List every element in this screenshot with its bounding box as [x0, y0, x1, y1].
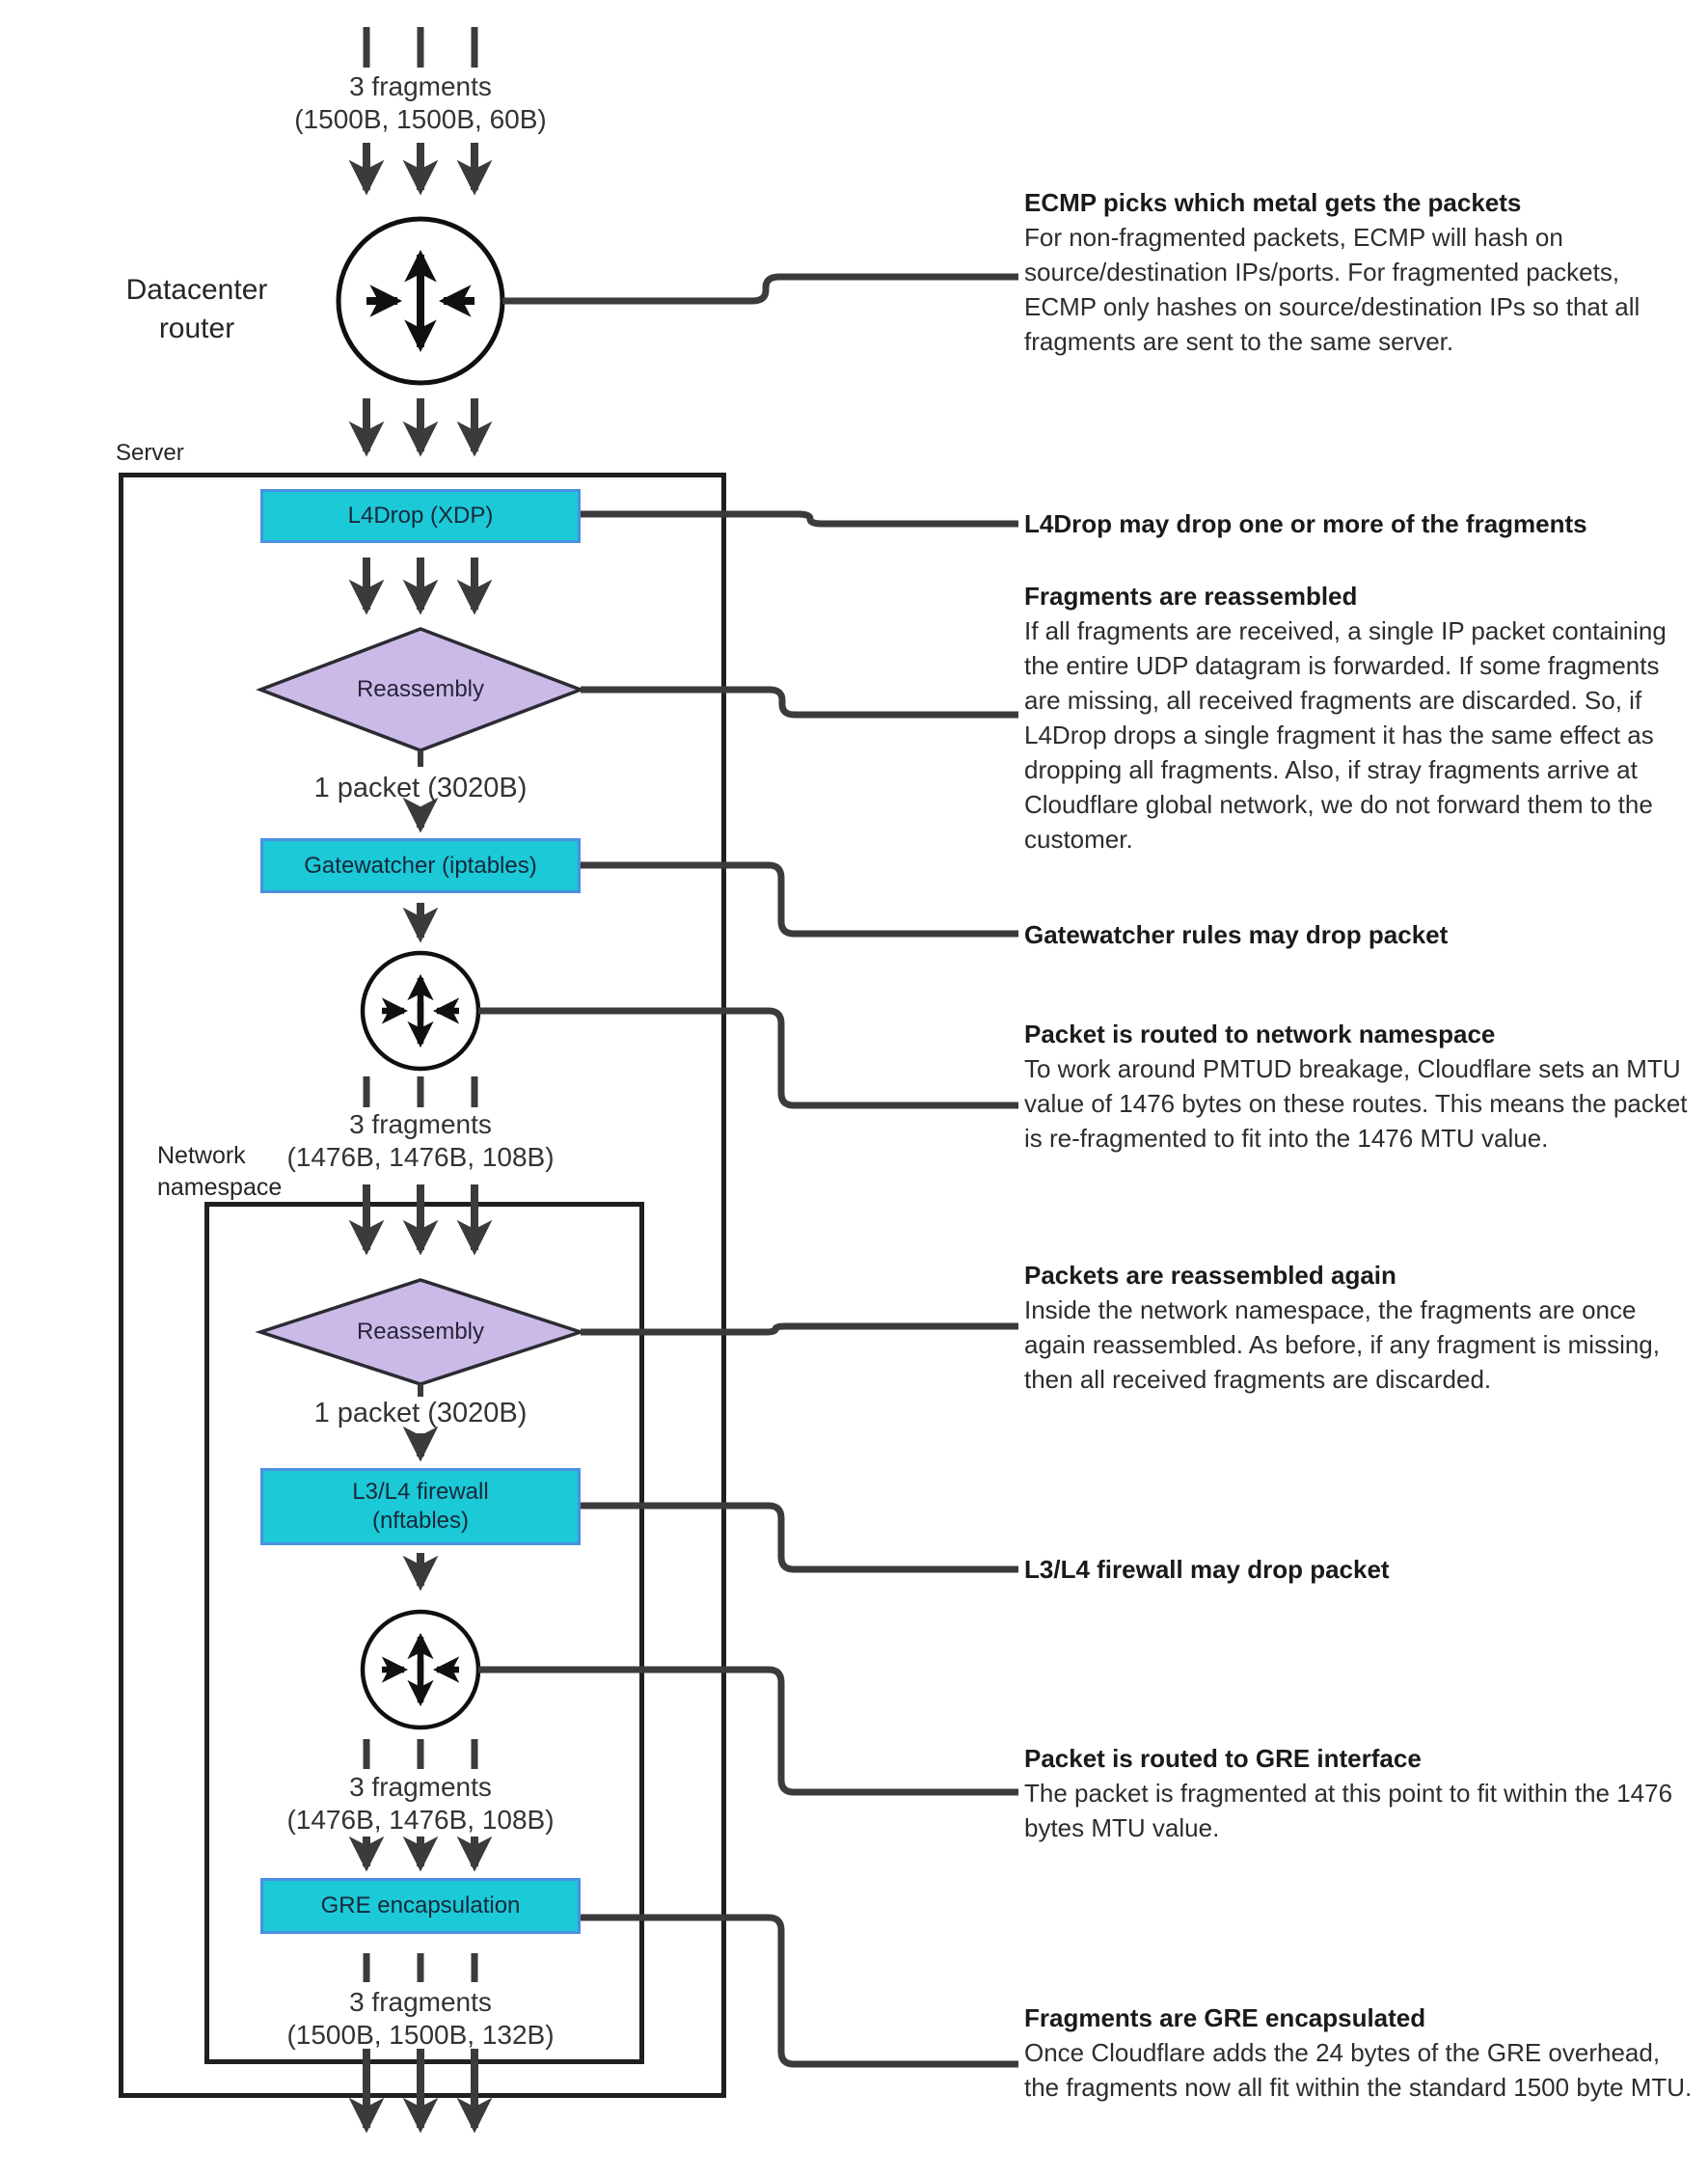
pre-gre-fragments-sizes: (1476B, 1476B, 108B) — [286, 1805, 555, 1835]
connector-reassembly1 — [581, 690, 1018, 715]
arrows-into-gre — [366, 1837, 474, 1866]
annotation-title: Packet is routed to GRE interface — [1024, 1744, 1422, 1773]
connector-l3l4 — [581, 1506, 1018, 1569]
annotation-l3l4 — [1024, 1552, 1694, 1587]
top-fragments-sizes: (1500B, 1500B, 60B) — [294, 104, 547, 134]
route-to-gre-router-icon — [363, 1612, 478, 1728]
arrows-out-of-server — [366, 2049, 474, 2128]
annotation-reassembled — [1024, 579, 1694, 857]
annotation-title: L4Drop may drop one or more of the fragments — [1024, 509, 1587, 538]
annotation-body: For non-fragmented packets, ECMP will hash on source/destination IPs/ports. For fragmented packets, ECMP only hashes on source/destination IPs so that all fragments are sent to the same server. — [1024, 223, 1640, 356]
pre-gre-fragments-label — [247, 1771, 594, 1837]
annotation-title: L3/L4 firewall may drop packet — [1024, 1555, 1390, 1584]
top-fragments-count: 3 fragments — [349, 71, 492, 101]
connector-gatewatcher — [581, 865, 1018, 934]
annotation-l4drop — [1024, 506, 1694, 541]
packet2-label: 1 packet (3020B) — [313, 1398, 528, 1429]
arrows-into-server — [366, 398, 474, 451]
annotation-body: To work around PMTUD breakage, Cloudflare sets an MTU value of 1476 bytes on these routes. This means the packet is re-fragmented to fit into the 1476 MTU value. — [1024, 1054, 1688, 1153]
packet1-label: 1 packet (3020B) — [313, 773, 528, 803]
gre-label: GRE encapsulation — [320, 1892, 521, 1918]
route-to-namespace-router-icon — [363, 953, 478, 1069]
mid-fragments-sizes: (1476B, 1476B, 108B) — [286, 1142, 555, 1172]
annotation-body: If all fragments are received, a single IP packet containing the entire UDP datagram is forwarded. If some fragments are missing, all received fragments are discarded. So, if L4Drop drops a single fragment it has the same effect as dropping all fragments. Also, if stray fragments arrive at Cloudflare global network, we do not forward them to the customer. — [1024, 616, 1667, 854]
fragment-dashes-out — [366, 1953, 474, 1982]
annotation-reassembled-again — [1024, 1258, 1694, 1397]
annotation-title: Gatewatcher rules may drop packet — [1024, 920, 1449, 949]
l3l4-label-line1: L3/L4 firewall — [352, 1479, 489, 1505]
fragment-dashes-pre-gre — [366, 1739, 474, 1769]
reassembly2-label: Reassembly — [356, 1319, 485, 1345]
fragment-dashes-mid — [366, 1076, 474, 1107]
fragment-dashes-top — [366, 27, 474, 68]
l4drop-label: L4Drop (XDP) — [347, 503, 494, 529]
datacenter-router-label: Datacenter router — [125, 274, 268, 344]
connector-gre — [581, 1918, 1018, 2064]
annotation-body: Once Cloudflare adds the 24 bytes of the GRE overhead, the fragments now all fit within the standard 1500 byte MTU. — [1024, 2038, 1693, 2102]
mid-fragments-count: 3 fragments — [349, 1109, 492, 1139]
annotation-route-gre — [1024, 1741, 1694, 1845]
reassembly1-label: Reassembly — [356, 676, 485, 702]
annotation-body: The packet is fragmented at this point to fit within the 1476 bytes MTU value. — [1024, 1779, 1673, 1842]
annotation-route-namespace — [1024, 1017, 1694, 1156]
arrows-l4drop-to-reassembly — [366, 558, 474, 610]
annotation-ecmp — [1024, 185, 1694, 359]
out-fragments-sizes: (1500B, 1500B, 132B) — [286, 2020, 555, 2050]
arrows-into-network-namespace — [366, 1184, 474, 1250]
gatewatcher-label: Gatewatcher (iptables) — [304, 852, 537, 879]
annotation-title: Packet is routed to network namespace — [1024, 1020, 1496, 1048]
pre-gre-fragments-count: 3 fragments — [349, 1772, 492, 1802]
network-namespace-label: Network namespace — [157, 1142, 283, 1201]
connector-reassembly2 — [581, 1326, 1018, 1332]
annotation-title: Fragments are GRE encapsulated — [1024, 2003, 1426, 2032]
out-fragments-label — [247, 1986, 594, 2052]
annotation-title: ECMP picks which metal gets the packets — [1024, 188, 1522, 217]
arrows-into-datacenter-router — [366, 143, 474, 190]
connector-l4drop — [581, 514, 1018, 524]
annotation-body: Inside the network namespace, the fragments are once again reassembled. As before, if any fragment is missing, then all received fragments are discarded. — [1024, 1295, 1660, 1394]
annotation-title: Fragments are reassembled — [1024, 582, 1358, 611]
annotation-title: Packets are reassembled again — [1024, 1261, 1396, 1290]
datacenter-router-icon — [339, 219, 502, 383]
annotation-gre-encapsulated — [1024, 2000, 1694, 2105]
top-fragments-label — [247, 70, 594, 136]
connector-ecmp — [502, 277, 1018, 301]
l3l4-label-line2: (nftables) — [371, 1508, 470, 1534]
out-fragments-count: 3 fragments — [349, 1987, 492, 2017]
annotation-gatewatcher — [1024, 917, 1694, 952]
server-label: Server — [116, 440, 184, 466]
connector-route-namespace — [478, 1011, 1018, 1105]
